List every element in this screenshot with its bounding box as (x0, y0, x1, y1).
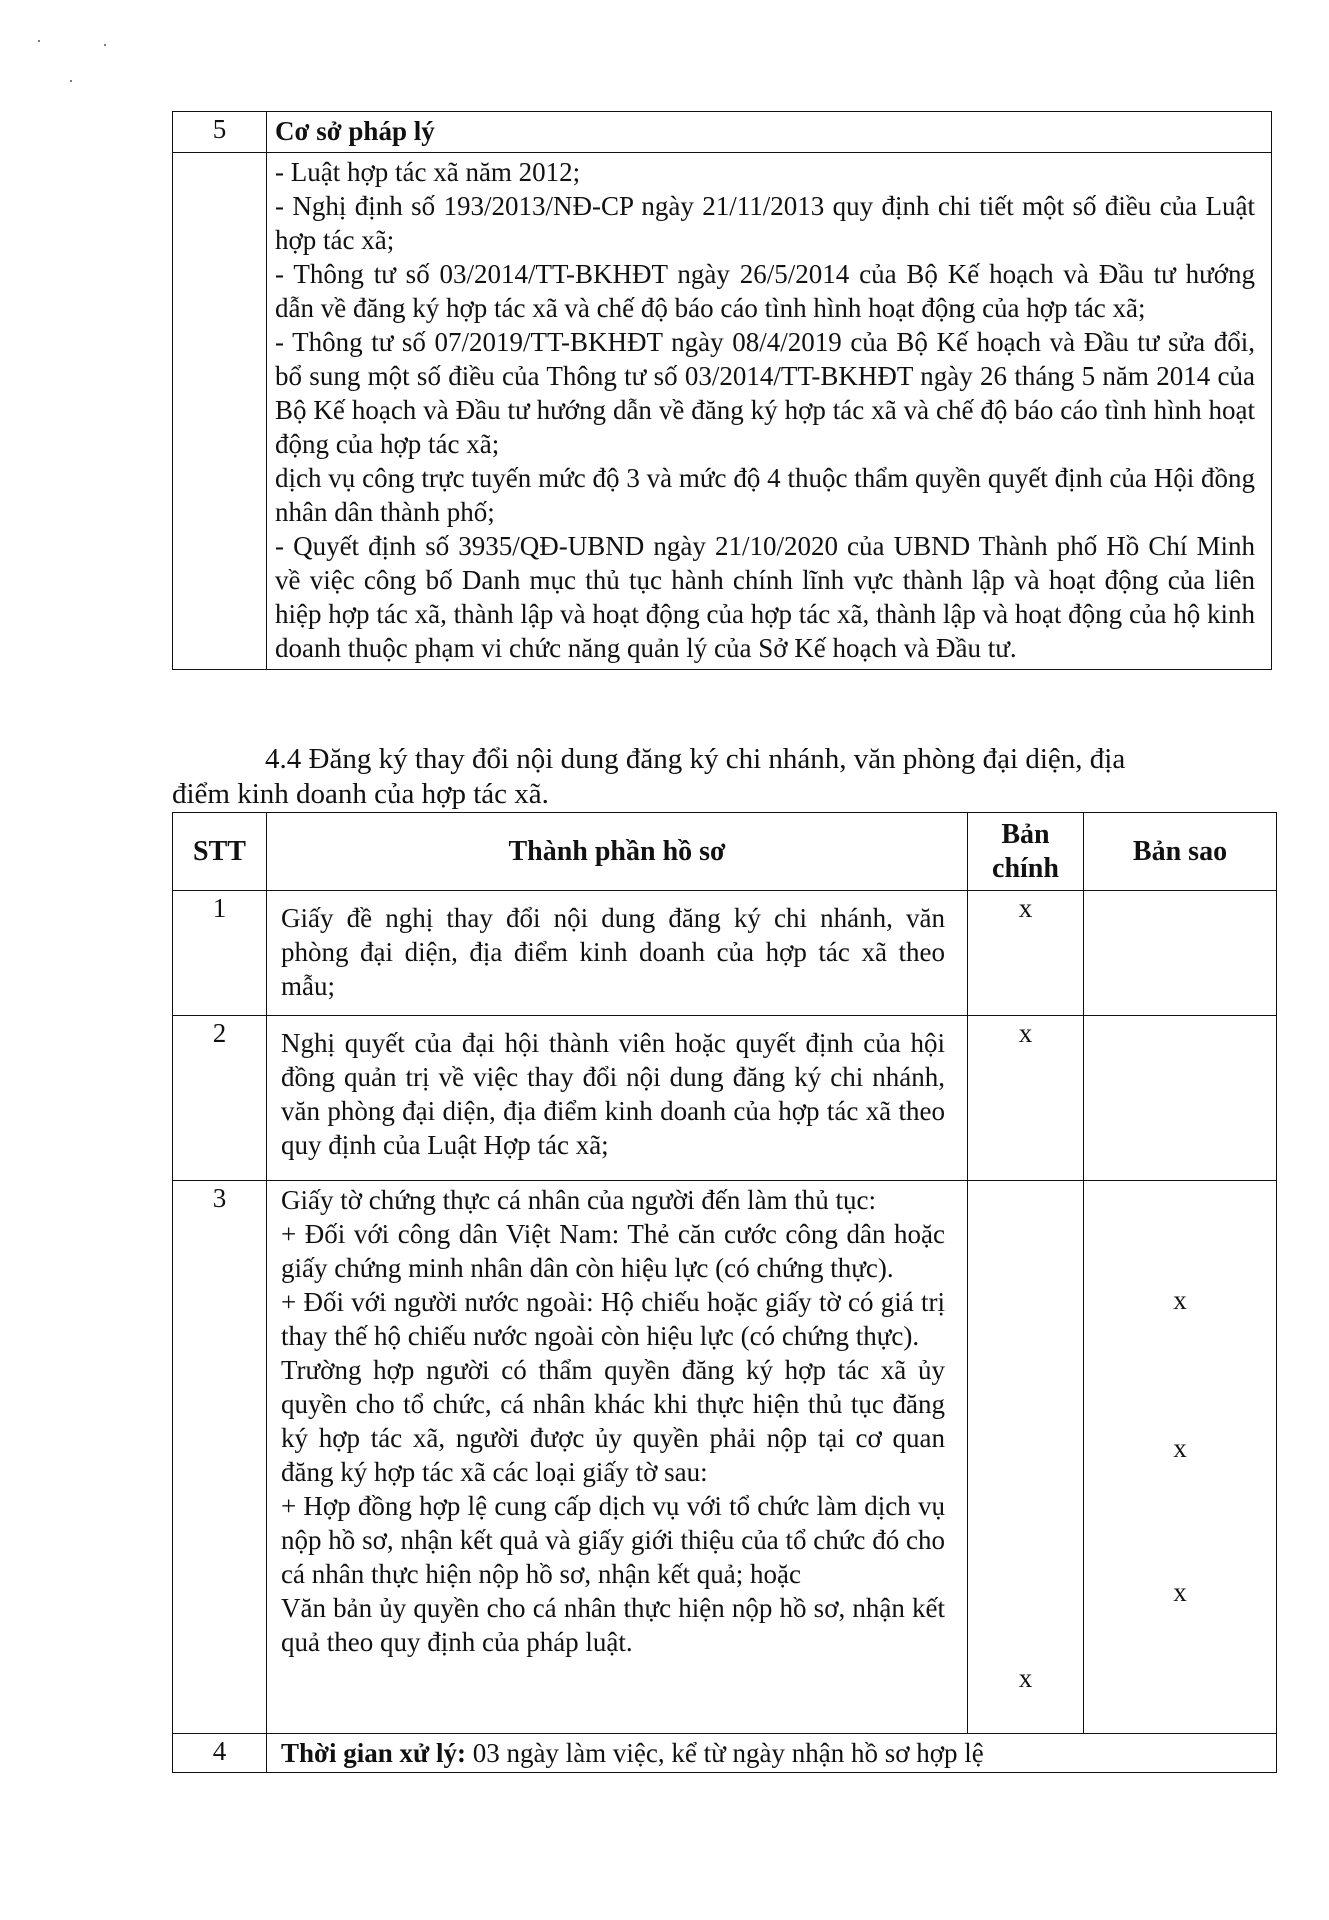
row-number: 4 (173, 1734, 267, 1773)
row-content: Nghị quyết của đại hội thành viên hoặc quyết định của hội đồng quản trị về việc thay đổi nội dung đăng ký chi nhánh, văn phòng đại diện, địa điểm kinh doanh của hợp tác xã theo quy định của Luật Hợp tác xã; (267, 1016, 968, 1181)
table-row (173, 1734, 1277, 1773)
scan-speck (104, 44, 106, 46)
row-number: 1 (173, 891, 267, 1016)
legal-basis-item: - Quyết định số 3935/QĐ-UBND ngày 21/10/2020 của UBND Thành phố Hồ Chí Minh về việc công bố Danh mục thủ tục hành chính lĩnh vực thành lập và hoạt động của liên hiệp hợp tác xã, thành lập và hoạt động của hợp tác xã, thành lập và hoạt động của hộ kinh doanh thuộc phạm vi chức năng quản lý của Sở Kế hoạch và Đầu tư. (275, 531, 1255, 663)
dossier-components-table (172, 812, 1277, 1773)
copy-mark (1084, 1016, 1277, 1181)
row-paragraph: Văn bản ủy quyền cho cá nhân thực hiện nộp hồ sơ, nhận kết quả theo quy định của pháp luật. (281, 1593, 945, 1657)
legal-basis-item: - Luật hợp tác xã năm 2012; (275, 157, 581, 187)
table-row (173, 1016, 1277, 1181)
copy-mark: x (1173, 1285, 1187, 1315)
scan-speck (70, 80, 72, 82)
row-paragraph: + Đối với người nước ngoài: Hộ chiếu hoặc giấy tờ có giá trị thay thế hộ chiếu nước ngoài còn hiệu lực (có chứng thực). (281, 1287, 945, 1351)
legal-basis-heading: Cơ sở pháp lý (275, 116, 435, 146)
row-paragraph: Giấy tờ chứng thực cá nhân của người đến làm thủ tục: (281, 1185, 877, 1215)
original-marks (968, 1181, 1084, 1734)
processing-time (267, 1734, 1277, 1773)
row-number: 2 (173, 1016, 267, 1181)
row-paragraph: + Hợp đồng hợp lệ cung cấp dịch vụ với tổ chức làm dịch vụ nộp hồ sơ, nhận kết quả và giấy giới thiệu của tổ chức đó cho cá nhân thực hiện nộp hồ sơ, nhận kết quả; hoặc (281, 1491, 945, 1589)
row-number: 3 (173, 1181, 267, 1734)
legal-basis-item: - Thông tư số 03/2014/TT-BKHĐT ngày 26/5/2014 của Bộ Kế hoạch và Đầu tư hướng dẫn về đăng ký hợp tác xã và chế độ báo cáo tình hình hoạt động của hợp tác xã; (275, 259, 1255, 323)
table-row (173, 891, 1277, 1016)
section-heading-line2: điểm kinh doanh của hợp tác xã. (172, 778, 549, 810)
header-original: Bản chính (968, 813, 1084, 891)
copy-marks (1084, 1181, 1277, 1734)
row-number: 5 (173, 112, 267, 153)
header-components: Thành phần hồ sơ (267, 813, 968, 891)
row-content (267, 1181, 968, 1734)
copy-mark (1084, 891, 1277, 1016)
original-mark: x (968, 1016, 1084, 1181)
copy-mark: x (1173, 1577, 1187, 1607)
legal-basis-table (172, 111, 1272, 670)
row-paragraph: + Đối với công dân Việt Nam: Thẻ căn cước công dân hoặc giấy chứng minh nhân dân còn hiệu lực (có chứng thực). (281, 1219, 945, 1283)
legal-basis-item: - Nghị định số 193/2013/NĐ-CP ngày 21/11/2013 quy định chi tiết một số điều của Luật hợp tác xã; (275, 191, 1255, 255)
header-stt: STT (173, 813, 267, 891)
legal-basis-item: dịch vụ công trực tuyến mức độ 3 và mức độ 4 thuộc thẩm quyền quyết định của Hội đồng nhân dân thành phố; (275, 463, 1255, 527)
copy-mark: x (1173, 1433, 1187, 1463)
processing-time-label: Thời gian xử lý: (281, 1738, 466, 1768)
section-heading-line1: 4.4 Đăng ký thay đổi nội dung đăng ký chi nhánh, văn phòng đại diện, địa (265, 743, 1126, 775)
processing-time-value: 03 ngày làm việc, kể từ ngày nhận hồ sơ hợp lệ (465, 1738, 984, 1768)
original-mark: x (968, 891, 1084, 1016)
original-mark: x (1018, 1663, 1033, 1693)
scan-speck (38, 40, 40, 42)
header-copy: Bản sao (1084, 813, 1277, 891)
table-row (173, 1181, 1277, 1734)
row-content: Giấy đề nghị thay đổi nội dung đăng ký chi nhánh, văn phòng đại diện, địa điểm kinh doanh của hợp tác xã theo mẫu; (267, 891, 968, 1016)
row-paragraph: Trường hợp người có thẩm quyền đăng ký hợp tác xã ủy quyền cho tổ chức, cá nhân khác khi thực hiện thủ tục đăng ký hợp tác xã, người được ủy quyền phải nộp tại cơ quan đăng ký hợp tác xã các loại giấy tờ sau: (281, 1355, 945, 1487)
section-heading (172, 742, 1272, 812)
legal-basis-item: - Thông tư số 07/2019/TT-BKHĐT ngày 08/4/2019 của Bộ Kế hoạch và Đầu tư sửa đổi, bổ sung một số điều của Thông tư số 03/2014/TT-BKHĐT ngày 26 tháng 5 năm 2014 của Bộ Kế hoạch và Đầu tư hướng dẫn về đăng ký hợp tác xã và chế độ báo cáo tình hình hoạt động của hợp tác xã; (275, 327, 1255, 459)
